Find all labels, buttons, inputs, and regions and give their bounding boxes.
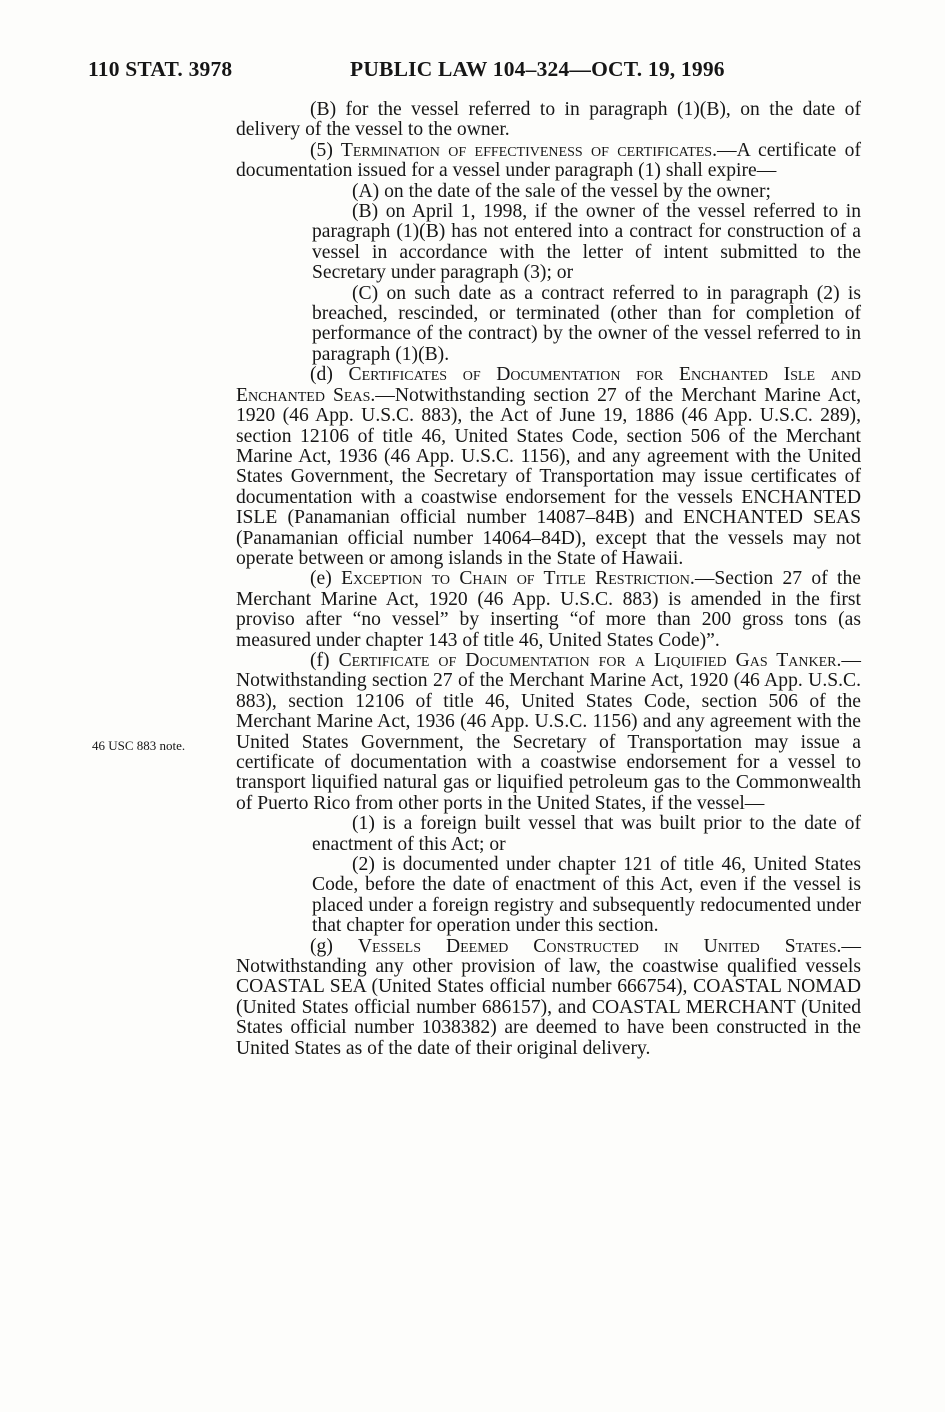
subsection-e-heading: Exception to Chain of Title Restriction. [341, 568, 695, 590]
subsection-f [236, 651, 861, 814]
paragraph-4b: (B) for the vessel referred to in paragraph (1)(B), on the date of delivery of the vessel to the owner. [236, 99, 861, 141]
subsection-f-list [312, 814, 861, 936]
subsection-e-text: —Section 27 of the Merchant Marine Act, 1920 (46 App. U.S.C. 883) is amended in the first proviso after “no vessel” by inserting “of more than 200 gross tons (as measured under chapter 143 of title 46, United States Code)”. [236, 568, 861, 651]
subsection-g-text: —Notwithstanding any other provision of law, the coastwise qualified vessels COASTAL SEA (United States official number 666754), COASTAL NOMAD (United States official number 686157), and COASTAL MERCHANT (United States official number 1038382) are deemed to have been constructed in the United States as of the date of their original delivery. [236, 935, 862, 1059]
subsection-f-label: (f) [310, 649, 339, 671]
subsection-f-item-2: (2) is documented under chapter 121 of title 46, United States Code, before the date of enactment of this Act, even if the vessel is placed under a foreign registry and subsequently redocumented under that chapter for operation under this section. [312, 854, 861, 937]
margin-note: 46 USC 883 note. [92, 738, 186, 753]
subsection-f-text: —Notwithstanding section 27 of the Merchant Marine Act, 1920 (46 App. U.S.C. 883), section 12106 of title 46, United States Code, section 506 of the Merchant Marine Act, 1936 (46 App. U.S.C. 1156) and any agreement with the United States Government, the Secretary of Transportation may issue a certificate of documentation with a coastwise endorsement for a vessel to transport liquified natural gas or liquified petroleum gas to the Commonwealth of Puerto Rico from other ports in the United States, if the vessel— [236, 649, 861, 814]
subsection-d-heading: Certificates of Documentation for Enchanted Isle and Enchanted Seas. [236, 364, 861, 406]
subsection-g [236, 937, 861, 1059]
subsection-f-item-1: (1) is a foreign built vessel that was built prior to the date of enactment of this Act; or [312, 813, 861, 855]
page-header [88, 57, 725, 82]
subsection-g-label: (g) [310, 935, 358, 957]
subsection-f-heading: Certificate of Documentation for a Liquified Gas Tanker. [338, 649, 842, 671]
subparagraph-c: (C) on such date as a contract referred to in paragraph (2) is breached, rescinded, or terminated (other than for completion of performance of the contract) by the owner of the vessel referred to in paragraph (1)(B). [312, 282, 861, 365]
public-law-title: PUBLIC LAW 104–324—OCT. 19, 1996 [350, 57, 725, 81]
subparagraph-list [312, 182, 861, 366]
subsection-e-label: (e) [310, 568, 342, 590]
subsection-d [236, 365, 861, 569]
subparagraph-b: (B) on April 1, 1998, if the owner of the vessel referred to in paragraph (1)(B) has not entered into a contract for construction of a vessel in accordance with the letter of intent submitted to the Secretary under paragraph (3); or [312, 201, 861, 284]
statute-page-number: 110 STAT. 3978 [88, 57, 233, 81]
subparagraph-a: (A) on the date of the sale of the vessel by the owner; [352, 180, 771, 202]
subsection-e [236, 569, 861, 651]
subsection-d-text: —Notwithstanding section 27 of the Merchant Marine Act, 1920 (46 App. U.S.C. 883), the Act of June 19, 1886 (46 App. U.S.C. 289), section 12106 of title 46, United States Code, section 506 of the Merchant Marine Act, 1936 (46 App. U.S.C. 1156), and any agreement with the United States Government, the Secretary of Transportation may issue certificates of documentation with a coastwise endorsement for the vessels ENCHANTED ISLE (Panamanian official number 14087–84B) and ENCHANTED SEAS (Panamanian official number 14064–84D), except that the vessels may not operate between or among islands in the State of Hawaii. [236, 384, 861, 569]
paragraph-5-heading: (5) Termination of effectiveness of certificates. [310, 139, 717, 161]
paragraph-5 [236, 141, 861, 182]
paragraph-5-text: —A certificate of documentation issued for a vessel under paragraph (1) shall expire— [236, 139, 861, 182]
subsection-d-label: (d) [310, 364, 349, 386]
subsection-g-heading: Vessels Deemed Constructed in United States. [357, 935, 842, 957]
document-body [236, 100, 861, 1059]
